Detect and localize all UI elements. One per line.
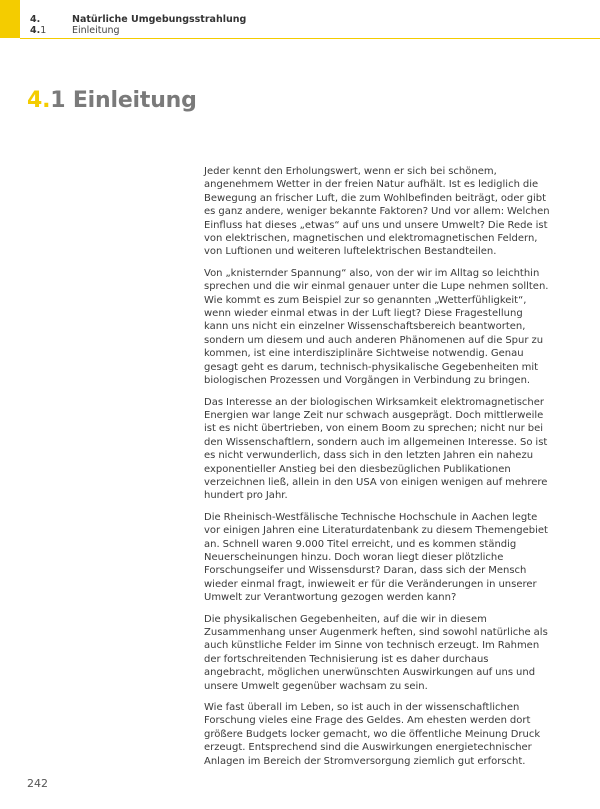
section-heading <box>27 86 197 116</box>
chapter-title: Natürliche Umgebungsstrahlung <box>72 14 247 25</box>
paragraph: Das Interesse an der biologischen Wirksamkeit elektromagnetischer Energien war lange Zeit nur schwach ausgeprägt. Doch mittlerweile ist es nicht übertrieben, von einem Boom zu sprechen; nicht nur bei den Wissenschaftlern, sondern auch im allgemeinen Interesse. So ist es nicht verwunderlich, dass sich in den letzten Jahren ein nahezu exponentieller Anstieg bei den diesbezüglichen Publikationen verzeichnen ließ, allein in den USA von einigen wenigen auf mehrere hundert pro Jahr. <box>204 396 548 502</box>
paragraph: Die Rheinisch-Westfälische Technische Hochschule in Aachen legte vor einigen Jahren eine Literaturdatenbank zu diesem Themengebiet an. Schnell waren 9.000 Titel erreicht, und es kommen ständig Neuerscheinungen hinzu. Doch woran liegt dieser plötzliche Forschungseifer und Wissensdurst? Daran, dass sich der Mensch wieder einmal fragt, inwieweit er für die Veränderungen in unserer Umwelt zur Verantwortung gezogen werden kann? <box>204 511 548 604</box>
running-header-section <box>30 25 120 36</box>
running-header-chapter <box>30 14 246 25</box>
header-rule <box>20 38 600 39</box>
chapter-number: 4. <box>30 14 41 25</box>
section-title: Einleitung <box>72 25 120 36</box>
heading-title: Einleitung <box>72 88 197 113</box>
section-number: 4.1 <box>30 25 47 36</box>
paragraph: Wie fast überall im Leben, so ist auch in der wissenschaftlichen Forschung vieles eine Frage des Geldes. Am ehesten werden dort größere Budgets locker gemacht, wo die öffentliche Meinung Druck erzeugt. Entsprechend sind die Auswirkungen energietechnischer Anlagen im Bereich der Stromversorgung ziemlich gut erforscht. <box>204 702 541 767</box>
page-number: 242 <box>27 777 48 790</box>
paragraph: Von „knisternder Spannung“ also, von der wir im Alltag so leichthin sprechen und die wir einmal genauer unter die Lupe nehmen sollten. Wie kommt es zum Beispiel zur so genannten „Wetterfühligkeit“, wenn wieder einmal etwas in der Luft liegt? Diese Fragestellung kann uns nicht ein einzelner Wissenschaftsbereich beantworten, sondern um diesem und auch anderen Phänomenen auf die Spur zu kommen, ist eine interdisziplinäre Sichtweise notwendig. Genau gesagt geht es darum, technisch-physikalische Gegebenheiten mit biologischen Prozessen und Vorgängen in Verbindung zu bringen. <box>204 267 549 387</box>
body-text <box>204 165 550 776</box>
heading-number: 4. <box>27 88 51 113</box>
paragraph: Die physikalischen Gegebenheiten, auf die wir in diesem Zusammenhang unser Augenmerk heften, sind sowohl natürliche als auch künstliche Felder im Sinne von technisch erzeugt. Im Rahmen der fortschreitenden Technisierung ist es daher durchaus angebracht, möglichen unerwünschten Auswirkungen auf uns und unsere Umwelt gegenüber wachsam zu sein. <box>204 613 548 692</box>
header-accent-bar <box>0 0 20 38</box>
heading-number-sub: 1 <box>50 88 66 113</box>
paragraph: Jeder kennt den Erholungswert, wenn er sich bei schönem, angenehmem Wetter in der freien Natur aufhält. Ist es lediglich die Bewegung an frischer Luft, die zum Wohlbefinden beiträgt, oder gibt es ganz andere, weniger bekannte Faktoren? Und vor allem: Welchen Einfluss hat dieses „etwas“ auf uns und unsere Umwelt? Die Rede ist von elektrischen, magnetischen und elektromagnetischen Feldern, von Luftionen und weiteren luftelektrischen Bestandteilen. <box>204 166 550 258</box>
